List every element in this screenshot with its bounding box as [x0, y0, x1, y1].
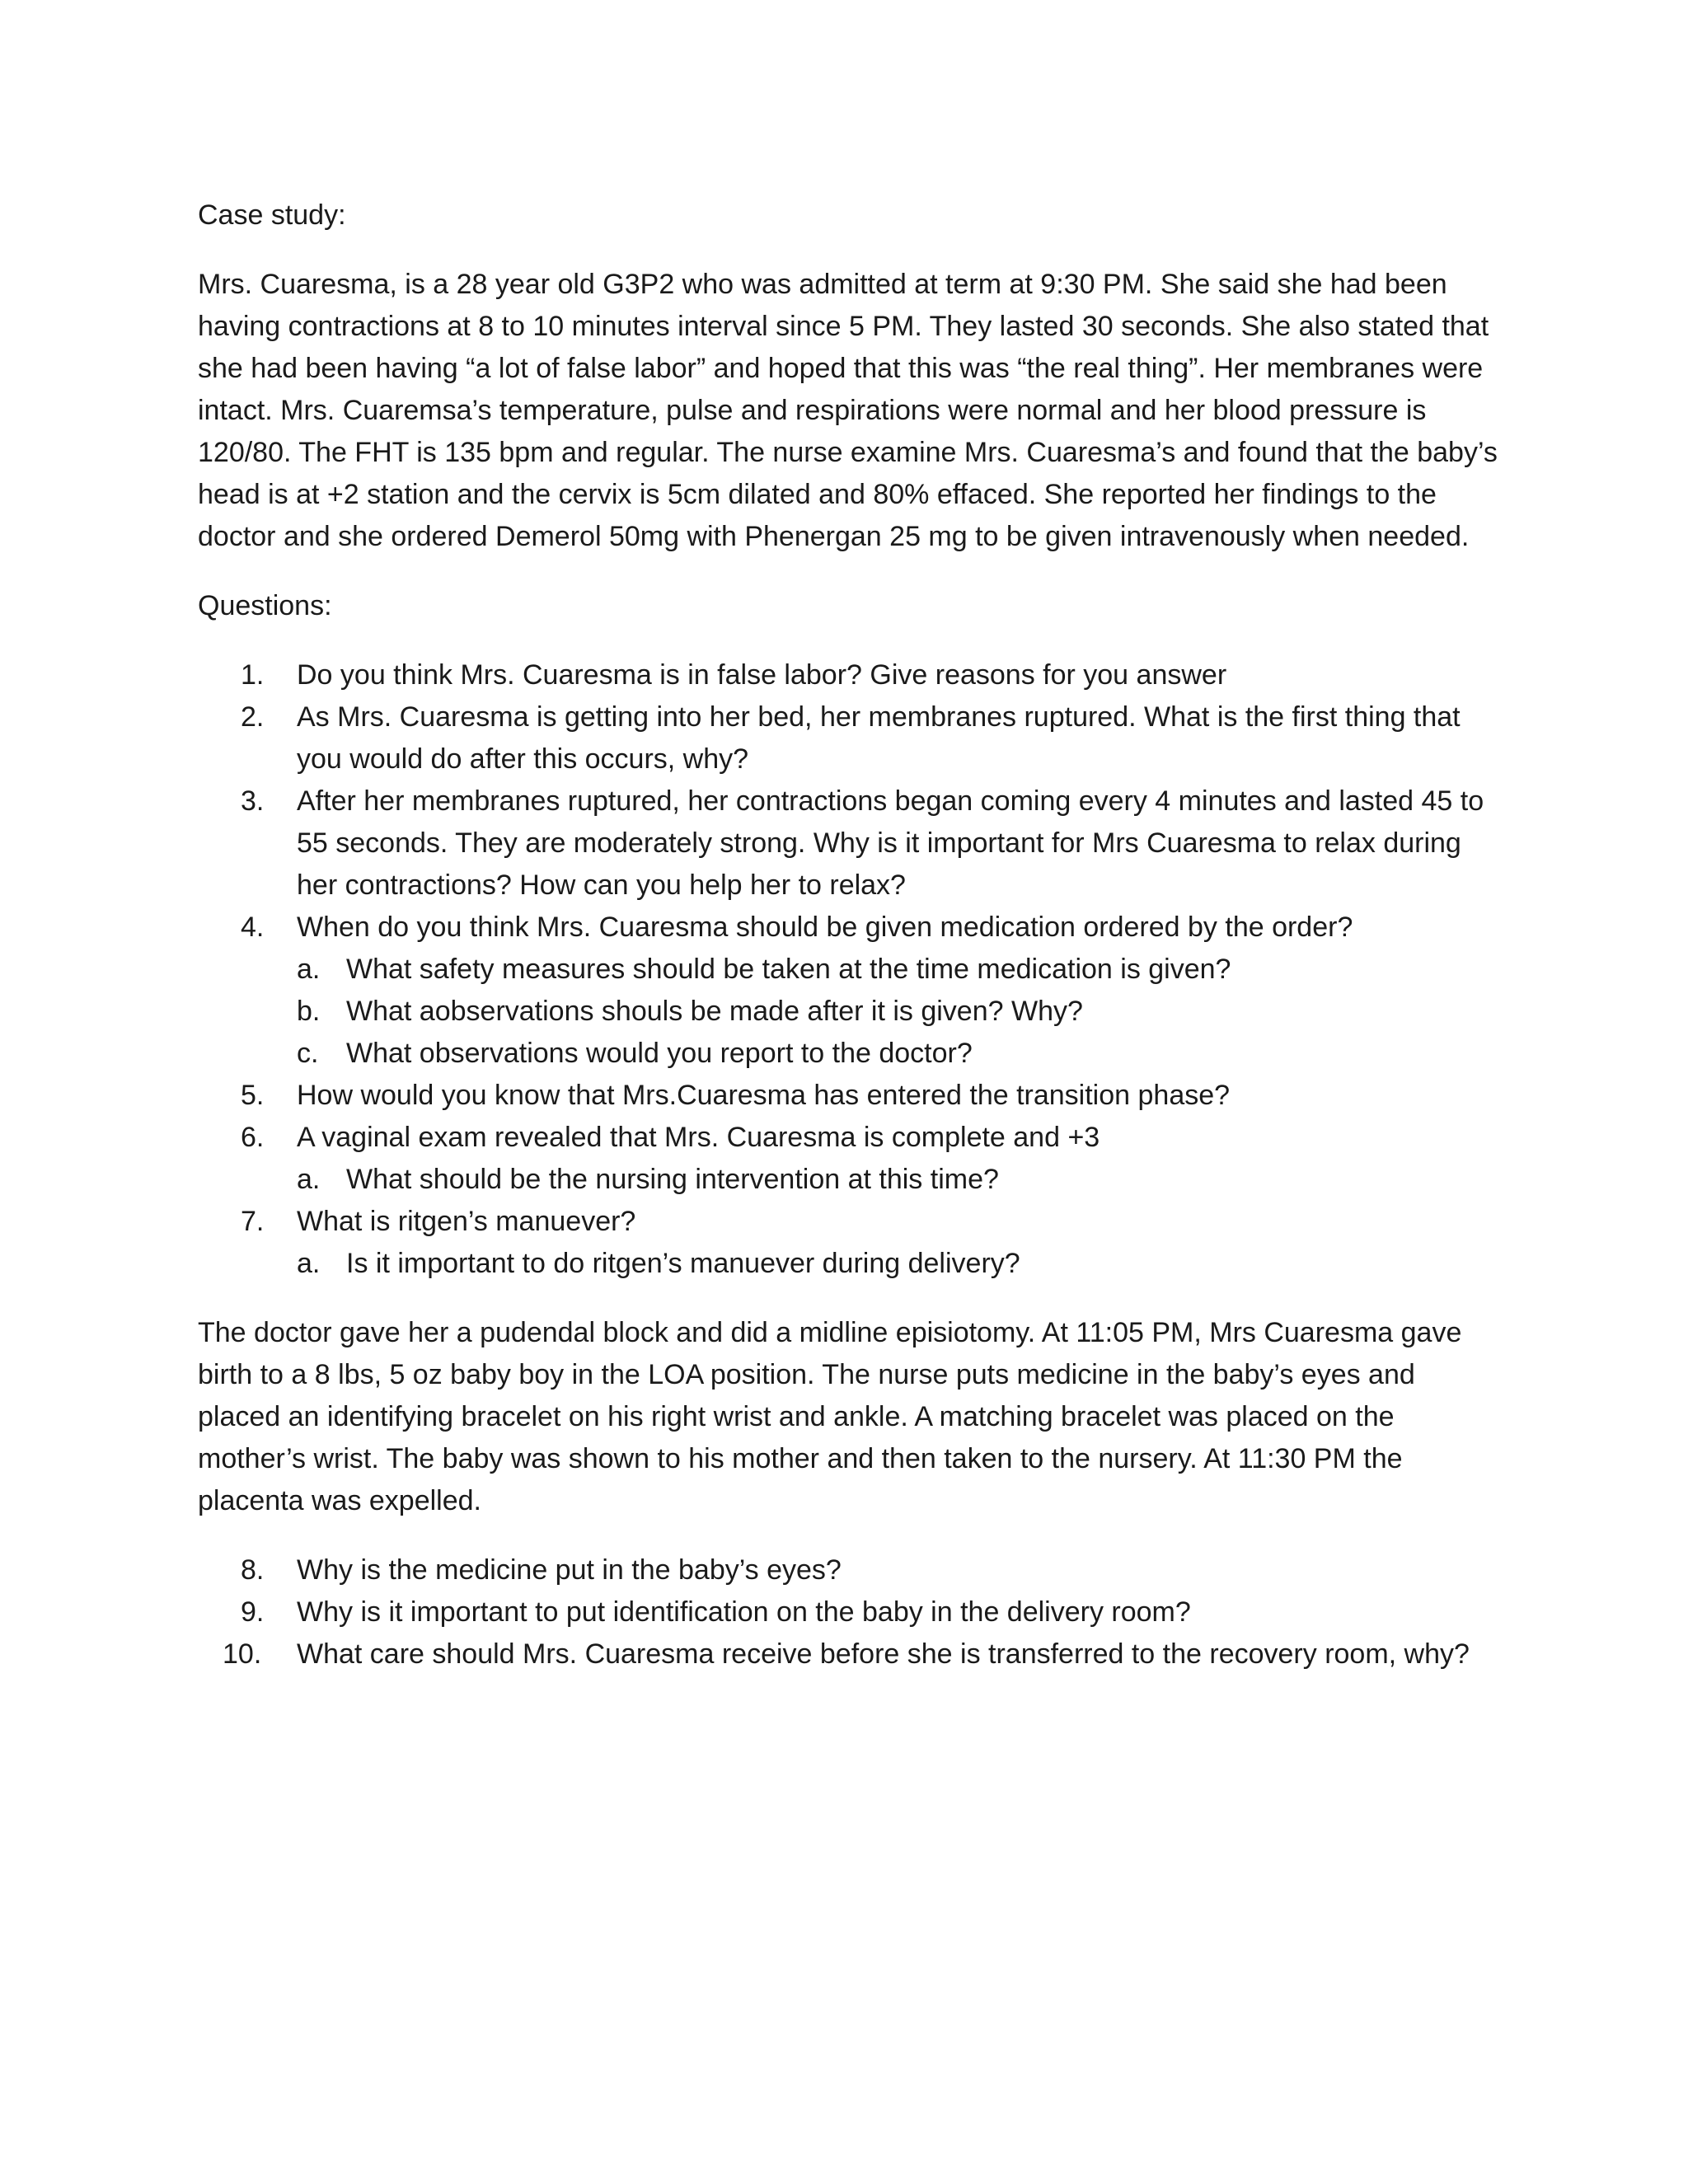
sub-question-item — [297, 1159, 1500, 1201]
sub-question-list — [297, 1159, 1500, 1201]
sub-question-text: What observations would you report to the doctor? — [346, 1038, 973, 1069]
case-study-heading: Case study: — [198, 199, 346, 231]
question-item — [198, 1633, 1500, 1675]
question-item — [198, 1549, 1500, 1591]
question-text: When do you think Mrs. Cuaresma should be given medication ordered by the order? — [297, 912, 1353, 943]
question-item — [198, 1075, 1500, 1117]
sub-question-text: Is it important to do ritgen’s manuever during delivery? — [346, 1248, 1020, 1279]
sub-question-text: What should be the nursing intervention at this time? — [346, 1164, 999, 1195]
sub-question-letter: b. — [297, 996, 321, 1027]
sub-question-text: What safety measures should be taken at the time medication is given? — [346, 954, 1231, 985]
intro-paragraph: Mrs. Cuaresma, is a 28 year old G3P2 who was admitted at term at 9:30 PM. She said she had been having contractions at 8 to 10 minutes interval since 5 PM. They lasted 30 seconds. She also stated that she had been having “a lot of false labor” and hoped that this was “the real thing”. Her membranes were intact. Mrs. Cuaremsa’s temperature, pulse and respirations were normal and her blood pressure is 120/80. The FHT is 135 bpm and regular. The nurse examine Mrs. Cuaresma’s and found that the baby’s head is at +2 station and the cervix is 5cm dilated and 80% effaced. She reported her findings to the doctor and she ordered Demerol 50mg with Phenergan 25 mg to be given intravenously when needed. — [198, 269, 1498, 552]
document-page — [198, 194, 1500, 1703]
question-number: 4. — [241, 912, 265, 943]
sub-question-letter: a. — [297, 954, 321, 985]
question-number: 1. — [241, 659, 265, 691]
question-item — [198, 1201, 1500, 1285]
question-text: How would you know that Mrs.Cuaresma has entered the transition phase? — [297, 1080, 1231, 1111]
question-text: After her membranes ruptured, her contractions began coming every 4 minutes and lasted 45 to 55 seconds. They are moderately strong. Why is it important for Mrs Cuaresma to relax during her contractions? How can you help her to relax? — [297, 785, 1484, 901]
questions-heading: Questions: — [198, 590, 332, 621]
question-text: What is ritgen’s manuever? — [297, 1206, 636, 1237]
question-number: 8. — [241, 1554, 265, 1586]
question-item — [198, 1117, 1500, 1201]
question-text: What care should Mrs. Cuaresma receive before she is transferred to the recovery room, why? — [297, 1638, 1470, 1670]
sub-question-list — [297, 1243, 1500, 1285]
questions-list — [198, 654, 1500, 1285]
question-text: Do you think Mrs. Cuaresma is in false labor? Give reasons for you answer — [297, 659, 1227, 691]
sub-question-letter: a. — [297, 1248, 321, 1279]
question-number: 2. — [241, 701, 265, 733]
sub-question-item — [297, 949, 1500, 991]
delivery-paragraph: The doctor gave her a pudendal block and did a midline episiotomy. At 11:05 PM, Mrs Cuaresma gave birth to a 8 lbs, 5 oz baby boy in the LOA position. The nurse puts medicine in the baby’s eyes and placed an identifying bracelet on his right wrist and ankle. A matching bracelet was placed on the mother’s wrist. The baby was shown to his mother and then taken to the nursery. At 11:30 PM the placenta was expelled. — [198, 1317, 1462, 1516]
question-number: 10. — [223, 1638, 262, 1670]
question-number: 6. — [241, 1122, 265, 1153]
sub-question-item — [297, 1033, 1500, 1075]
sub-question-letter: c. — [297, 1038, 319, 1069]
sub-question-letter: a. — [297, 1164, 321, 1195]
question-text: Why is the medicine put in the baby’s eyes? — [297, 1554, 842, 1586]
question-number: 5. — [241, 1080, 265, 1111]
question-text: As Mrs. Cuaresma is getting into her bed, her membranes ruptured. What is the first thing that you would do after this occurs, why? — [297, 701, 1461, 775]
question-item — [198, 780, 1500, 907]
sub-question-item — [297, 991, 1500, 1033]
question-item — [198, 696, 1500, 780]
sub-question-text: What aobservations shouls be made after it is given? Why? — [346, 996, 1083, 1027]
question-number: 9. — [241, 1596, 265, 1628]
question-text: A vaginal exam revealed that Mrs. Cuaresma is complete and +3 — [297, 1122, 1100, 1153]
question-item — [198, 1591, 1500, 1633]
sub-question-item — [297, 1243, 1500, 1285]
question-number: 3. — [241, 785, 265, 817]
question-item — [198, 907, 1500, 1075]
sub-question-list — [297, 949, 1500, 1075]
question-item — [198, 654, 1500, 696]
question-number: 7. — [241, 1206, 265, 1237]
follow-up-questions-list — [198, 1549, 1500, 1675]
question-text: Why is it important to put identification on the baby in the delivery room? — [297, 1596, 1191, 1628]
